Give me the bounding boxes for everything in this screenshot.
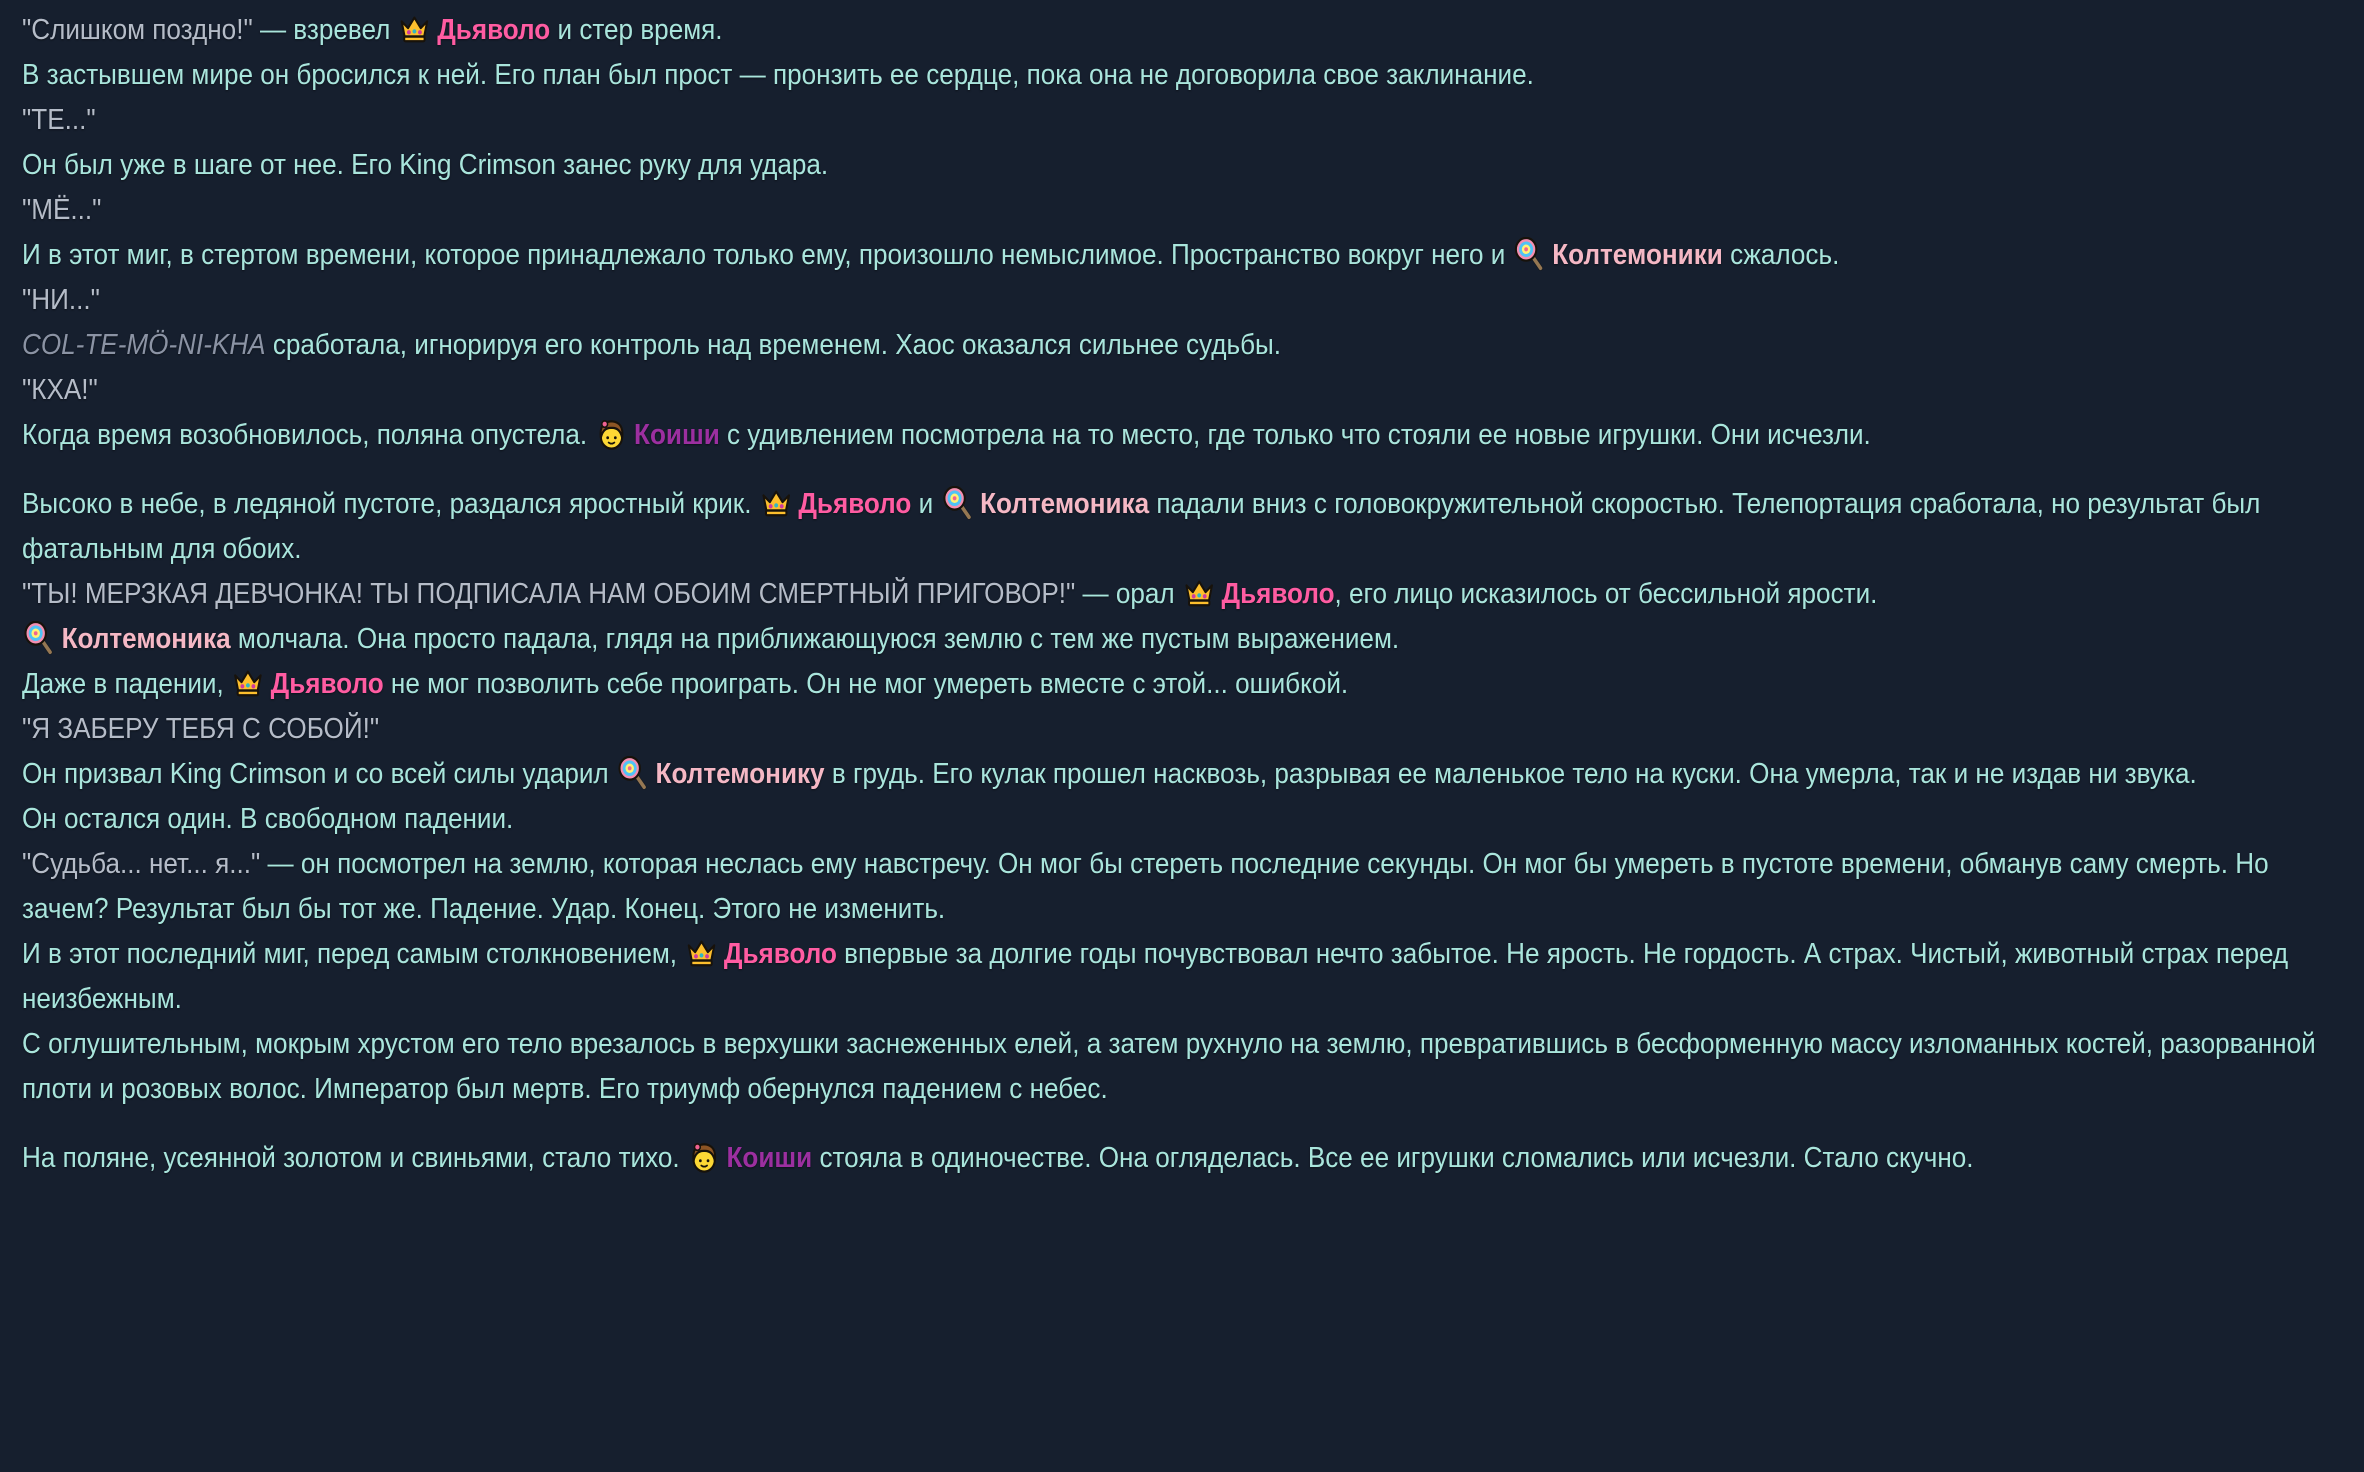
narration-text: , его лицо исказилось от бессильной ярости. <box>1334 578 1878 610</box>
story-line <box>22 797 2353 842</box>
story-line <box>22 572 2353 617</box>
narration-text: — взревел <box>252 14 398 46</box>
story-line <box>22 482 2353 572</box>
character-name-dyavolo: Дьяволо <box>437 14 551 46</box>
narration-text: не мог позволить себе проиграть. Он не мог умереть вместе с этой... ошибкой. <box>383 668 1349 700</box>
lollipop-icon <box>942 486 973 520</box>
story-line <box>22 368 2353 413</box>
narration-text: молчала. Она просто падала, глядя на приближающуюся землю с тем же пустым выражением. <box>230 623 1400 655</box>
narration-text: впервые за долгие годы почувствовал нечто забытое. Не ярость. Не гордость. А страх. Чистый, животный страх перед неизбежным. <box>22 938 2289 1015</box>
narration-text: Даже в падении, <box>22 668 232 700</box>
story-line <box>22 1136 2353 1181</box>
character-name-dyavolo: Дьяволо <box>1221 578 1335 610</box>
quoted-speech-text: "ТЕ..." <box>22 104 96 136</box>
crown-icon <box>686 936 717 970</box>
girl-icon <box>596 417 627 451</box>
story-line <box>22 8 2353 53</box>
story-line <box>22 143 2353 188</box>
story-line <box>22 617 2353 662</box>
narration-text: падали вниз с головокружительной скоростью. Телепортация сработала, но результат был фатальным для обоих. <box>22 488 2261 565</box>
lollipop-icon <box>1514 237 1545 271</box>
lollipop-icon <box>618 756 649 790</box>
story-paragraph <box>22 482 2353 1112</box>
character-name-koishi: Коиши <box>726 1142 813 1174</box>
lollipop-icon <box>24 621 55 655</box>
narration-text: сжалось. <box>1722 239 1840 271</box>
narration-text: и стер время. <box>550 14 723 46</box>
character-name-dyavolo: Дьяволо <box>723 938 837 970</box>
narration-text: сработала, игнорируя его контроль над временем. Хаос оказался сильнее судьбы. <box>265 329 1282 361</box>
crown-icon <box>233 666 264 700</box>
character-name-koltemonika: Колтемоника <box>980 488 1150 520</box>
narration-text: с удивлением посмотрела на то место, где только что стояли ее новые игрушки. Они исчезли. <box>719 419 1871 451</box>
narration-text: Он был уже в шаге от нее. Его King Crimson занес руку для удара. <box>22 149 829 181</box>
narration-text: стояла в одиночестве. Она огляделась. Все ее игрушки сломались или исчезли. Стало скучно. <box>812 1142 1974 1174</box>
spell-name-text: COL-TE-MÖ-NI-KHA <box>22 329 266 361</box>
story-line <box>22 233 2353 278</box>
quoted-speech-text: "КХА!" <box>22 374 98 406</box>
quoted-speech-text: "Я ЗАБЕРУ ТЕБЯ С СОБОЙ!" <box>22 713 380 745</box>
story-line <box>22 662 2353 707</box>
narration-text: — он посмотрел на землю, которая неслась ему навстречу. Он мог бы стереть последние секунды. Он мог бы умереть в пустоте времени, обманув саму смерть. Но зачем? Результат был бы тот же. Падение. Удар. Конец. Этого не изменить. <box>22 848 2269 925</box>
narration-text: С оглушительным, мокрым хрустом его тело врезалось в верхушки заснеженных елей, а затем рухнуло на землю, превратившись в бесформенную массу изломанных костей, разорванной плоти и розовых волос. Император был мертв. Его триумф обернулся падением с небес. <box>22 1028 2316 1105</box>
narration-text: Когда время возобновилось, поляна опустела. <box>22 419 595 451</box>
narration-text: и <box>911 488 941 520</box>
crown-icon <box>1184 576 1215 610</box>
story-line <box>22 707 2353 752</box>
story-line <box>22 752 2353 797</box>
story-line <box>22 932 2353 1022</box>
story-line <box>22 413 2353 458</box>
narration-text: И в этот миг, в стертом времени, которое принадлежало только ему, произошло немыслимое. Пространство вокруг него и <box>22 239 1513 271</box>
story-line <box>22 98 2353 143</box>
narration-text: Высоко в небе, в ледяной пустоте, раздался яростный крик. <box>22 488 759 520</box>
character-name-koltemonika: Колтемоника <box>61 623 231 655</box>
story-text <box>22 8 2353 1181</box>
narration-text: Он призвал King Crimson и со всей силы ударил <box>22 758 616 790</box>
quoted-speech-text: "Судьба... нет... я..." <box>22 848 261 880</box>
girl-icon <box>689 1140 720 1174</box>
story-line <box>22 188 2353 233</box>
story-line <box>22 53 2353 98</box>
story-paragraph <box>22 1136 2353 1181</box>
character-name-koishi: Коиши <box>634 419 720 451</box>
quoted-speech-text: "Слишком поздно!" <box>22 14 253 46</box>
narration-text: На поляне, усеянной золотом и свиньями, стало тихо. <box>22 1142 687 1174</box>
quoted-speech-text: "ТЫ! МЕРЗКАЯ ДЕВЧОНКА! ТЫ ПОДПИСАЛА НАМ ОБОИМ СМЕРТНЫЙ ПРИГОВОР!" <box>22 578 1076 610</box>
character-name-koltemonika: Колтемонику <box>655 758 825 790</box>
narration-text: В застывшем мире он бросился к ней. Его план был прост — пронзить ее сердце, пока она не договорила свое заклинание. <box>22 59 1534 91</box>
character-name-dyavolo: Дьяволо <box>270 668 384 700</box>
narration-text: Он остался один. В свободном падении. <box>22 803 514 835</box>
character-name-dyavolo: Дьяволо <box>798 488 912 520</box>
story-paragraph <box>22 8 2353 458</box>
character-name-koltemonika: Колтемоники <box>1552 239 1723 271</box>
story-line <box>22 1022 2353 1112</box>
quoted-speech-text: "НИ..." <box>22 284 100 316</box>
narration-text: И в этот последний миг, перед самым столкновением, <box>22 938 685 970</box>
crown-icon <box>761 486 792 520</box>
crown-icon <box>399 12 430 46</box>
quoted-speech-text: "МЁ..." <box>22 194 102 226</box>
story-line <box>22 842 2353 932</box>
narration-text: — орал <box>1075 578 1182 610</box>
narration-text: в грудь. Его кулак прошел насквозь, разрывая ее маленькое тело на куски. Она умерла, так и не издав ни звука. <box>824 758 2197 790</box>
story-line <box>22 323 2353 368</box>
story-line <box>22 278 2353 323</box>
